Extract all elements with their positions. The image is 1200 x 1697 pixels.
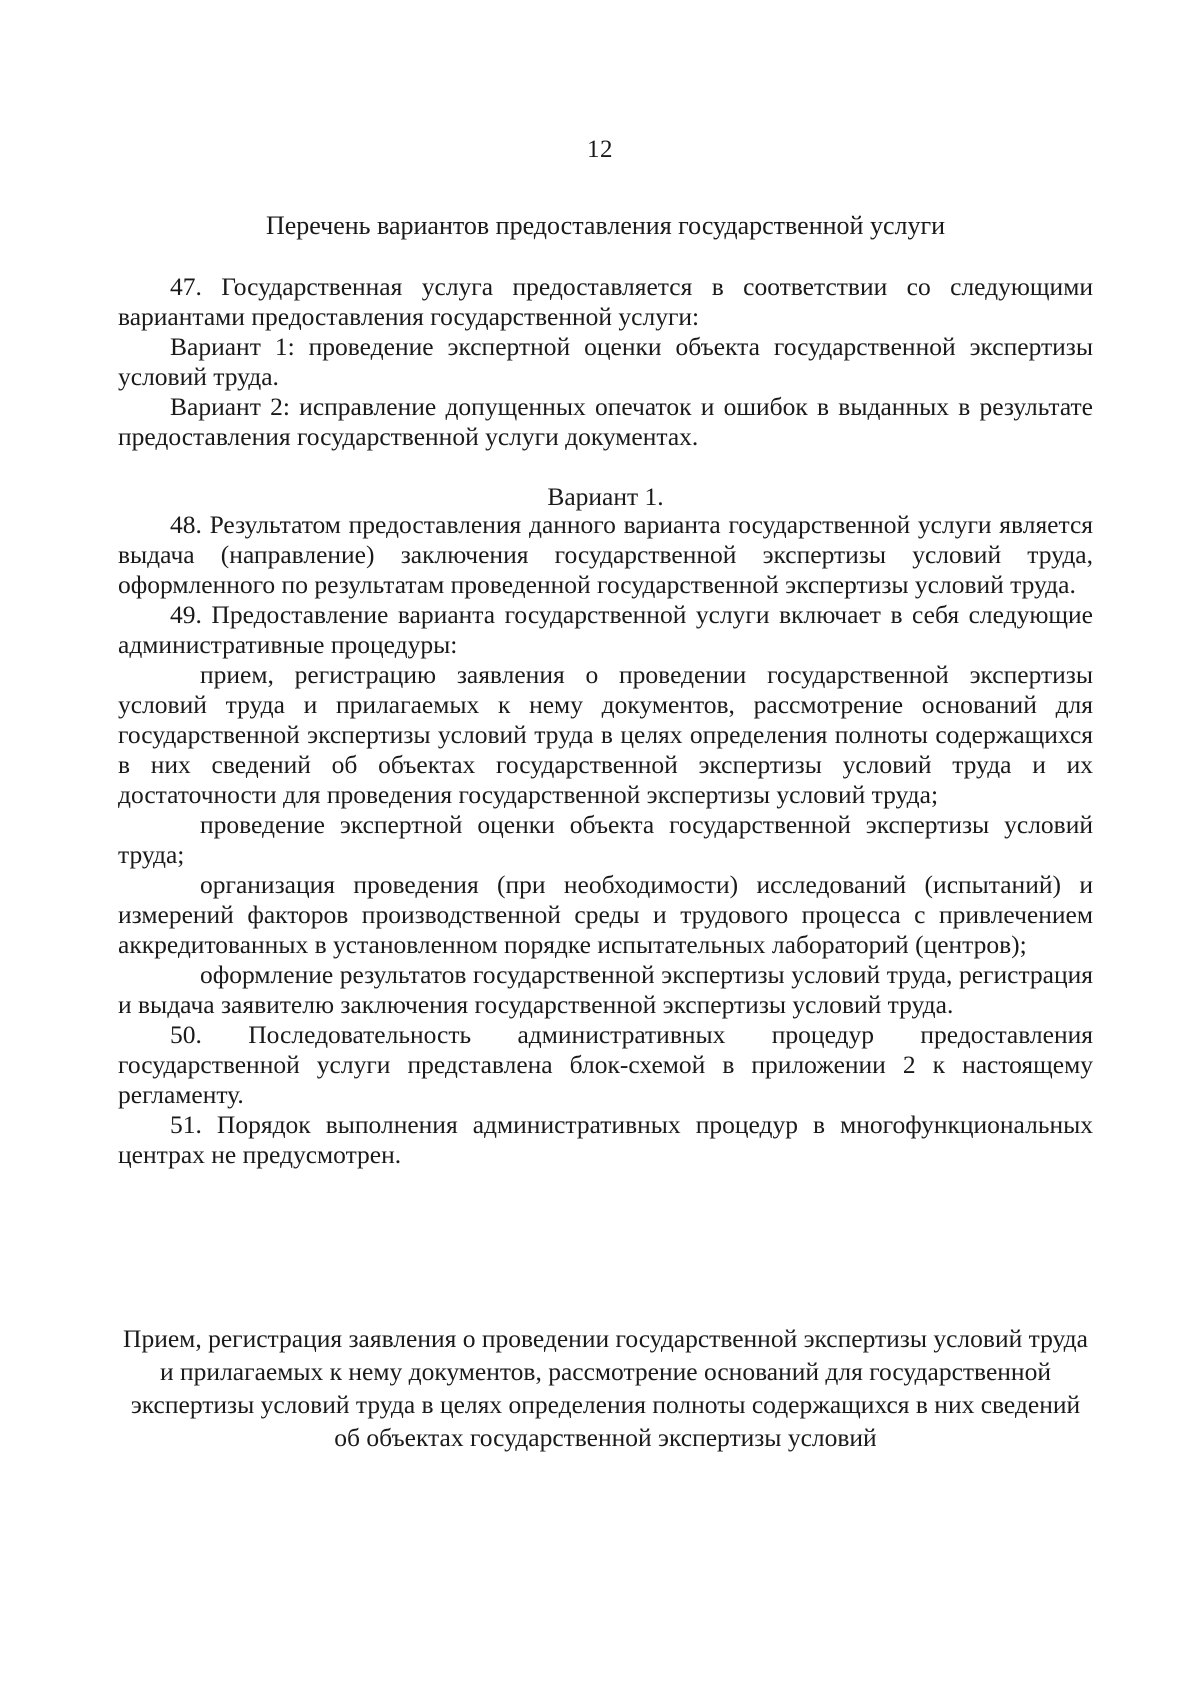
- intro-block: [118, 272, 1093, 452]
- procedure-item: проведение экспертной оценки объекта государственной экспертизы условий труда;: [118, 810, 1093, 869]
- procedure-item: оформление результатов государственной экспертизы условий труда, регистрация и выдача заявителю заключения государственной экспертизы условий труда.: [118, 960, 1093, 1019]
- variant-2-item: Вариант 2: исправление допущенных опечаток и ошибок в выданных в результате предоставления государственной услуги документах.: [118, 392, 1093, 451]
- variant-title: Вариант 1.: [547, 482, 664, 511]
- paragraph-49: 49. Предоставление варианта государственной услуги включает в себя следующие административные процедуры:: [118, 600, 1093, 659]
- page-number: 12: [587, 136, 613, 163]
- section-title: Перечень вариантов предоставления государственной услуги: [265, 211, 946, 240]
- paragraph-48: 48. Результатом предоставления данного варианта государственной услуги является выдача (направление) заключения государственной экспертизы условий труда, оформленного по результатам проведенной государственной экспертизы условий труда.: [118, 510, 1093, 599]
- paragraph-51: 51. Порядок выполнения административных процедур в многофункциональных центрах не предусмотрен.: [118, 1110, 1093, 1169]
- procedure-item: организация проведения (при необходимости) исследований (испытаний) и измерений факторов производственной среды и трудового процесса с привлечением аккредитованных в установленном порядке испытательных лабораторий (центров);: [118, 870, 1093, 959]
- procedure-item: прием, регистрацию заявления о проведении государственной экспертизы условий труда и прилагаемых к нему документов, рассмотрение оснований для государственной экспертизы условий труда в целях определения полноты содержащихся в них сведений об объектах государственной экспертизы условий труда и их достаточности для проведения государственной экспертизы условий труда;: [118, 660, 1093, 809]
- paragraph-50: 50. Последовательность административных процедур предоставления государственной услуги представлена блок-схемой в приложении 2 к настоящему регламенту.: [118, 1020, 1093, 1109]
- body-block: [118, 510, 1093, 1170]
- subsection-title: Прием, регистрация заявления о проведении государственной экспертизы условий труда и прилагаемых к нему документов, рассмотрение оснований для государственной экспертизы условий труда в целях определения полноты содержащихся в них сведений об объектах государственной экспертизы условий: [123, 1324, 1088, 1452]
- variant-1-item: Вариант 1: проведение экспертной оценки объекта государственной экспертизы условий труда.: [118, 332, 1093, 391]
- paragraph-47: 47. Государственная услуга предоставляется в соответствии со следующими вариантами предоставления государственной услуги:: [118, 272, 1093, 331]
